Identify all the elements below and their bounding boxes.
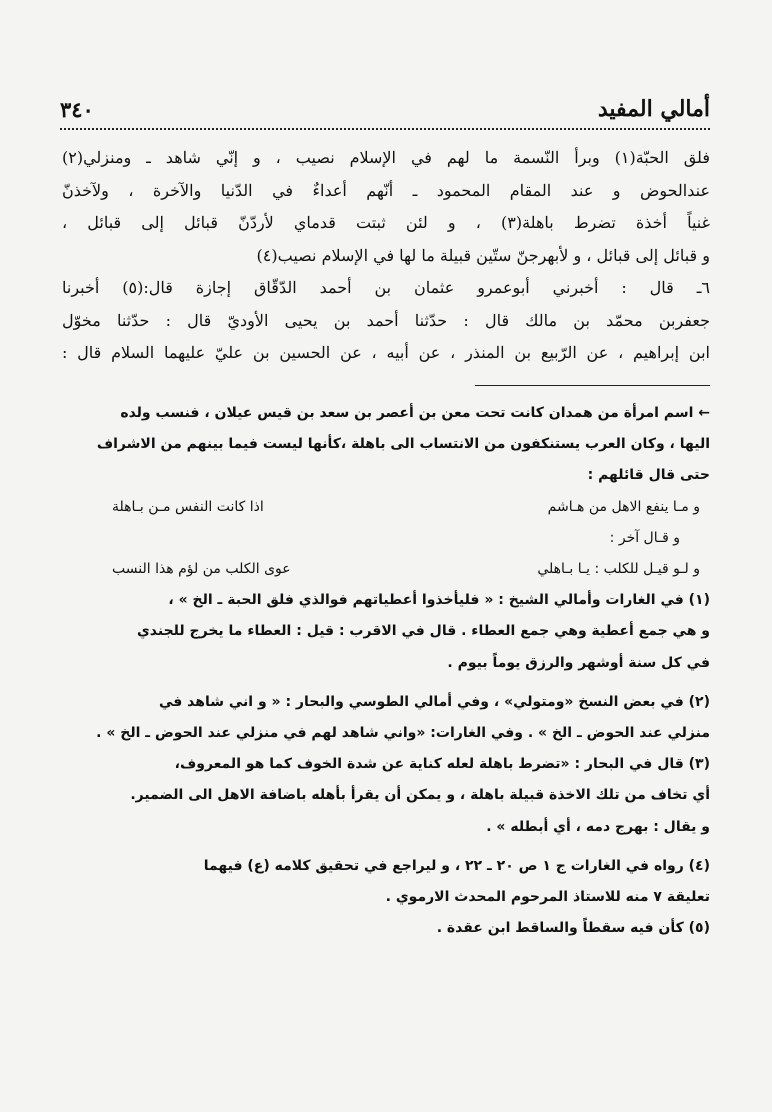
footnote-line: و هي جمع أعطية وهي جمع العطاء . قال في الاقرب : قيل : العطاء ما يخرج للجندي — [136, 623, 710, 640]
verse-hemistich: عوى الكلب من لؤم هذا النسب — [112, 561, 291, 578]
footnote-line: منزلي عند الحوض ـ الخ » . وفي الغارات: «واني شاهد لهم في منزلي عند الحوض ـ الخ » . — [96, 725, 710, 742]
footnotes — [62, 398, 710, 944]
footnote-line: و يقال : بهرج دمه ، أي أبطله » . — [486, 818, 710, 835]
verse-hemistich: و لـو قيـل للكلب : يـا بـاهلي — [537, 561, 700, 578]
verse-hemistich: اذا كانت النفس مـن بـاهلة — [112, 498, 264, 515]
header-rule — [60, 128, 710, 130]
verse-hemistich: و مـا ينفع الاهل من هـاشم — [547, 498, 700, 515]
main-line: عندالحوض و عند المقام المحمود ـ أنّهم أعداءٌ في الدّنيا والآخرة ، ولآخذنّ — [62, 180, 710, 200]
page-header — [60, 92, 710, 122]
footnote-line: في كل سنة أوشهر والرزق يوماً بيوم . — [447, 654, 710, 671]
footnote-separator — [475, 385, 710, 386]
main-line: ابن إبراهيم ، عن الرّبيع بن المنذر ، عن أبيه ، عن الحسين بن عليّ عليهما السلام قال : — [62, 343, 710, 362]
main-text — [62, 142, 710, 370]
footnote-line: و قـال آخر : — [609, 529, 680, 546]
running-title: أمالي المفيد — [597, 96, 710, 122]
footnote-line: تعليقة ٧ منه للاستاذ المرحوم المحدث الارموي . — [385, 889, 710, 906]
footnote-line: (٤) رواه في الغارات ج ١ ص ٢٠ ـ ٢٢ ، و ليراجع في تحقيق كلامه (ع) فيهما — [203, 857, 710, 874]
verse-line — [62, 554, 710, 585]
main-line: فلق الحبّة(١) وبرأ النّسمة ما لهم في الإسلام نصيب ، و إنّي شاهد ـ ومنزلي(٢) — [62, 148, 711, 167]
footnote-line: اليها ، وكان العرب يستنكفون من الانتساب الى باهلة ،كأنها ليست فيما بينهم من الاشراف — [96, 436, 710, 453]
main-line: و قبائل إلى قبائل ، و لأبهرجنّ ستّين قبيلة ما لها في الإسلام نصيب(٤) — [256, 245, 710, 265]
footnote-line: (٣) قال في البحار : «تضرط باهلة لعله كناية عن شدة الخوف كما هو المعروف، — [174, 756, 710, 773]
main-line: ٦ـ قال : أخبرني أبوعمرو عثمان بن أحمد الدّقّاق إجازة قال:(٥) أخبرنا — [62, 278, 710, 297]
main-line: غنياً أخذة تضرط باهلة(٣) ، و لئن ثبتت قدماي لأردّنّ قبائل إلى قبائل ، — [62, 213, 710, 232]
footnote-line: أي تخاف من تلك الاخذة قبيلة باهلة ، و يمكن أن يقرأ بأهله باضافة الاهل الى الضمير. — [130, 787, 710, 804]
spacer — [62, 843, 710, 851]
main-line: جعفربن محمّد بن مالك قال : حدّثنا أحمد بن يحيى الأوديّ قال : حدّثنا مخوّل — [62, 310, 710, 330]
footnote-line: حتى قال قائلهم : — [587, 467, 710, 484]
verse-line — [62, 492, 710, 523]
page-number: ٣٤٠ — [60, 97, 94, 122]
footnote-line: (٢) في بعض النسخ «ومتولي» ، وفي أمالي الطوسي والبحار : « و اني شاهد في — [158, 693, 710, 710]
footnote-line: ← اسم امرأة من همدان كانت تحت معن بن أعصر بن سعد بن قيس عيلان ، فنسب ولده — [120, 405, 710, 421]
footnote-line: (٥) كأن فيه سقطاً والساقط ابن عقدة . — [436, 920, 710, 937]
spacer — [62, 679, 710, 687]
footnote-line: (١) في الغارات وأمالي الشيخ : « فليأخذوا أعطياتهم فوالذي فلق الحبة ـ الخ » ، — [168, 592, 710, 609]
